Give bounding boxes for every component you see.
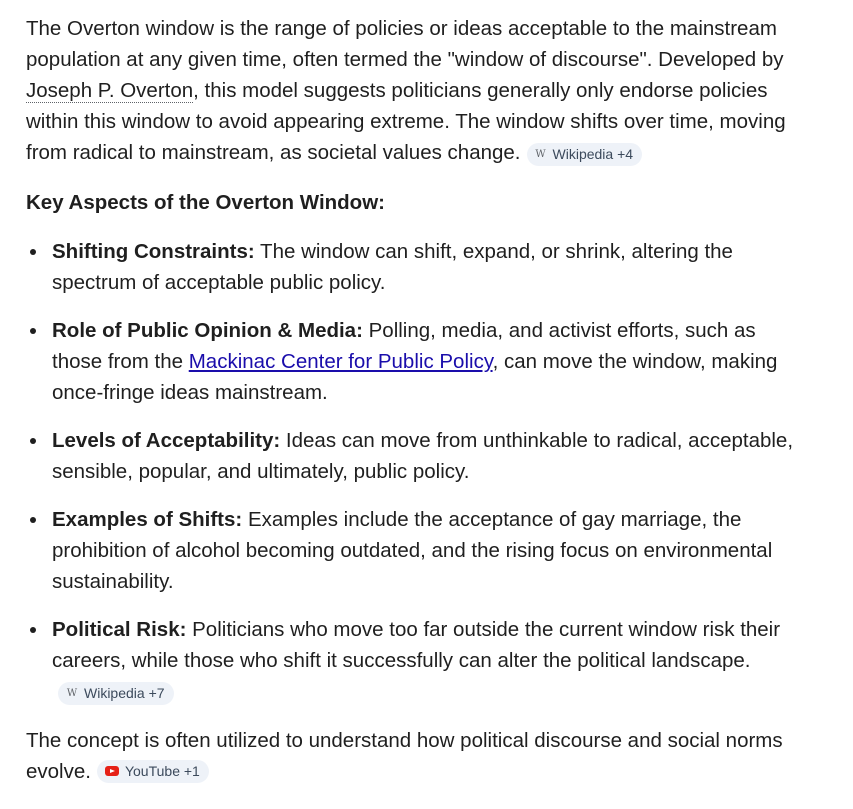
aspect-text: Examples include the acceptance of gay marriage, the prohibition of alcohol becoming outdated, and the rising focus on environmental sustainability.	[52, 508, 773, 593]
outro-text: The concept is often utilized to understand how political discourse and social norms evolve.	[26, 729, 783, 783]
aspect-text: , can move the window, making once-fringe ideas mainstream.	[52, 350, 778, 404]
source-chip-label: Wikipedia +4	[552, 146, 634, 162]
aspect-term: Examples of Shifts:	[52, 508, 243, 531]
outro-paragraph	[26, 725, 807, 787]
wikipedia-icon: W	[66, 688, 78, 699]
intro-paragraph	[26, 13, 807, 168]
list-item	[26, 425, 807, 487]
joseph-overton-link[interactable]: Joseph P. Overton	[26, 79, 194, 102]
wikipedia-icon: W	[535, 149, 546, 160]
wikipedia-source-chip[interactable]	[58, 682, 174, 705]
source-chip-label: YouTube +1	[124, 762, 200, 779]
list-item	[26, 614, 807, 707]
list-item	[26, 236, 807, 298]
aspect-term: Role of Public Opinion & Media:	[52, 319, 363, 342]
aspect-text: Ideas can move from unthinkable to radical, acceptable, sensible, popular, and ultimately, public policy.	[52, 429, 794, 483]
aspect-term: Shifting Constraints:	[52, 240, 255, 263]
aspect-term: Levels of Acceptability:	[52, 429, 281, 452]
wikipedia-source-chip[interactable]	[527, 143, 643, 166]
key-aspects-list	[26, 236, 807, 707]
list-item	[26, 315, 807, 408]
youtube-icon	[105, 766, 119, 776]
youtube-source-chip[interactable]	[97, 760, 209, 783]
intro-text-1: The Overton window is the range of policies or ideas acceptable to the mainstream population at any given time, often termed the "window of discourse". Developed by	[26, 17, 784, 71]
aspect-text: Politicians who move too far outside the current window risk their careers, while those who shift it successfully can alter the political landscape.	[52, 618, 781, 672]
source-chip-label: Wikipedia +7	[84, 685, 165, 701]
aspect-text: Polling, media, and activist efforts, such as those from the	[52, 319, 756, 373]
mackinac-center-link[interactable]: Mackinac Center for Public Policy	[188, 350, 493, 373]
aspect-term: Political Risk:	[52, 618, 187, 641]
aspect-text: The window can shift, expand, or shrink, altering the spectrum of acceptable public policy.	[52, 240, 733, 294]
intro-text-2: , this model suggests politicians generally only endorse policies within this window to avoid appearing extreme. The window shifts over time, moving from radical to mainstream, as societal values change.	[26, 79, 786, 164]
list-item	[26, 504, 807, 597]
key-aspects-heading: Key Aspects of the Overton Window:	[26, 191, 385, 214]
